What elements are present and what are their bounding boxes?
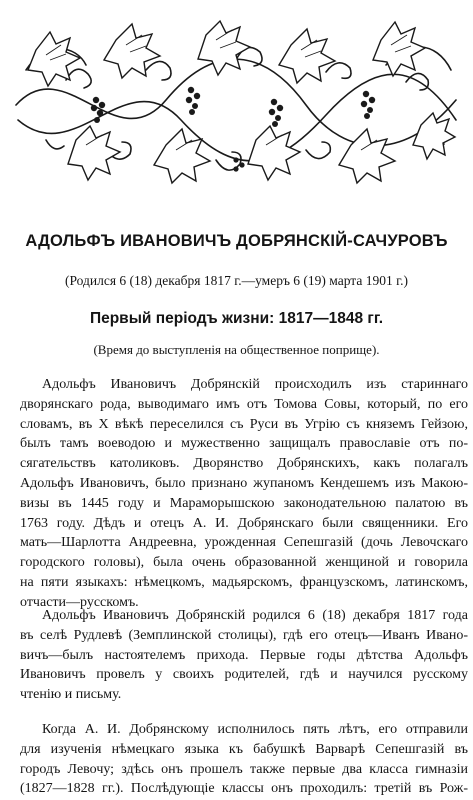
text-line: 1763 году. Дѣдъ и отецъ А. И. Добрянскаго были священники. Его — [20, 515, 468, 531]
text-line: Адольфъ Ивановичъ, было признано жупаномъ Кендешемъ изъ Макою- — [20, 475, 468, 491]
text-line: Ивановичъ провелъ у своихъ родителей, гдѣ и научился русскому — [20, 667, 468, 683]
text-line: отчасти—русскомъ. — [20, 594, 139, 610]
paragraph-3 — [20, 720, 468, 799]
text-line: сягательствъ католиковъ. Дворянство Добрянскихъ, какъ полагалъ — [20, 456, 468, 472]
text-line: въ селѣ Рудлевѣ (Земплинской столицы), гдѣ его отецъ—Иванъ Ивано- — [20, 627, 468, 643]
life-dates: (Родился 6 (18) декабря 1817 г.—умеръ 6 (19) марта 1901 г.) — [64, 273, 408, 288]
text-line: для изученія нѣмецкаго языка къ бабушкѣ Варварѣ Сепешгазій въ — [20, 741, 468, 757]
section-heading: Первый періодъ жизни: 1817—1848 гг. — [89, 310, 384, 327]
text-line: словамъ, въ Х вѣкѣ переселился съ Руси въ Угрію съ княземъ Гейзою, — [20, 416, 468, 432]
section-subtitle: (Время до выступленія на общественное поприще). — [93, 342, 380, 357]
text-line: городского головы), была очень образованной женщиной и говорила — [20, 555, 468, 571]
text-line: Когда А. И. Добрянскому исполнилось пять лѣтъ, его отправили — [42, 722, 468, 737]
text-line: Адольфъ Ивановичъ Добрянскій родился 6 (18) декабря 1817 года — [42, 608, 468, 623]
text-line: вичъ—былъ настоятелемъ прихода. Первые годы дѣтства Адольфъ — [20, 647, 468, 663]
floral-vignette-ornament — [6, 10, 466, 205]
text-line: визы въ 1445 году и Мараморышскою законодательною палатою въ — [20, 495, 468, 511]
text-line: на пяти языкахъ: нѣмецкомъ, мадьярскомъ, французскомъ, латинскомъ, — [20, 574, 468, 590]
text-line: мать—Шарлотта Андреевна, урожденная Сепешгазій (дочь Левочскаго — [20, 535, 468, 551]
text-line: Адольфъ Ивановичъ Добрянскій происходилъ изъ стариннаго — [42, 377, 468, 392]
text-line: былъ тамъ воеводою и мужественно защищалъ православіе отъ по- — [20, 436, 468, 452]
article-title: АДОЛЬФЪ ИВАНОВИЧЪ ДОБРЯНСКIЙ-САЧУРОВЪ — [25, 232, 448, 250]
text-line: чтенію и письму. — [20, 687, 122, 703]
paragraph-1 — [20, 375, 468, 613]
text-line: дворянскаго рода, выводимаго имъ отъ Томова Совы, который, по его — [20, 396, 468, 412]
text-line: городъ Левочу; здѣсь онъ прошелъ также первые два класса гимназіи — [20, 761, 468, 777]
paragraph-2 — [20, 606, 468, 705]
text-line: (1827—1828 гг.). Послѣдующіе классы онъ проходилъ: третій въ Рож- — [20, 781, 468, 797]
